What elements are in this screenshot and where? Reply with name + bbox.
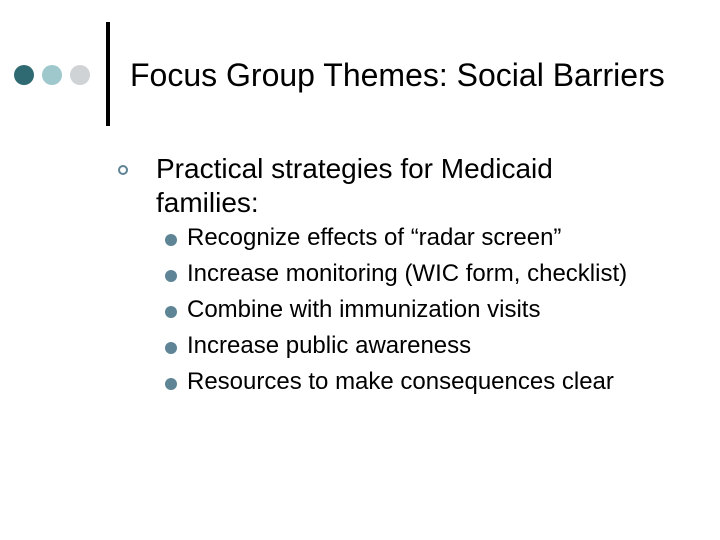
main-bullet-text: Practical strategies for Medicaid families: [156,153,553,218]
main-bullet-item [118,152,678,220]
sub-bullet-item [165,332,685,360]
sub-bullet-text: Resources to make consequences clear [187,368,614,395]
sub-bullet-item [165,368,685,396]
sub-bullet-text: Recognize effects of “radar screen” [187,224,562,251]
sub-bullet-item [165,260,685,288]
filled-bullet-icon [165,342,177,354]
filled-bullet-icon [165,306,177,318]
hollow-bullet-icon [118,165,128,175]
filled-bullet-icon [165,234,177,246]
sub-bullet-item [165,296,685,324]
sub-bullet-list [165,224,685,404]
sub-bullet-item [165,224,685,252]
filled-bullet-icon [165,378,177,390]
sub-bullet-text: Combine with immunization visits [187,296,541,323]
filled-bullet-icon [165,270,177,282]
slide-title: Focus Group Themes: Social Barriers [130,57,665,93]
sub-bullet-text: Increase public awareness [187,332,472,359]
sub-bullet-text: Increase monitoring (WIC form, checklist) [187,260,628,287]
